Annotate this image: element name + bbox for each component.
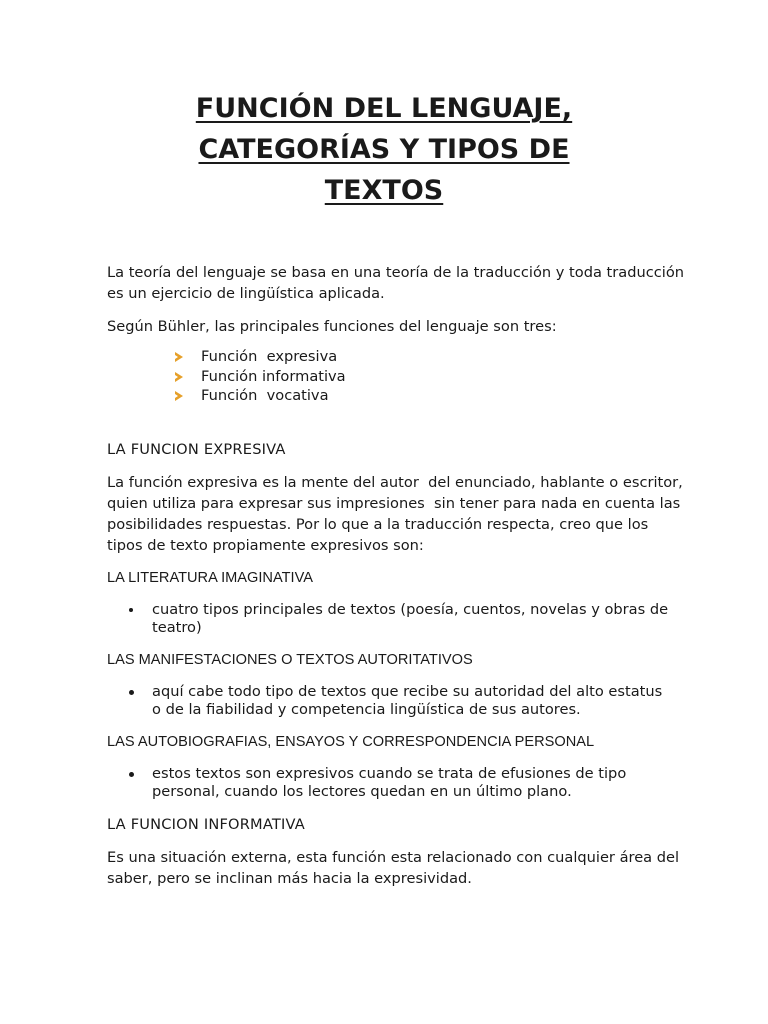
function-label: Función informativa — [201, 367, 346, 385]
title-line-1: FUNCIÓN DEL LENGUAJE, — [195, 93, 573, 124]
section-heading-informativa: LA FUNCION INFORMATIVA — [107, 815, 305, 833]
section-heading-expresiva: LA FUNCION EXPRESIVA — [107, 440, 286, 458]
informativa-paragraph: Es una situación externa, esta función esta relacionado con cualquier área del saber, pero se inclinan más hacia la expresividad. — [107, 848, 680, 887]
literatura-list — [107, 601, 669, 638]
autobiografias-list — [107, 765, 669, 802]
subsection-heading-autobiografias: LAS AUTOBIOGRAFIAS, ENSAYOS Y CORRESPONDENCIA PERSONAL — [107, 733, 595, 750]
arrow-bullet-icon — [175, 372, 183, 382]
list-item-text: estos textos son expresivos cuando se trata de efusiones de tipo personal, cuando los lectores quedan en un último plano. — [152, 764, 627, 800]
list-item — [175, 347, 687, 367]
arrow-bullet-icon — [175, 391, 183, 401]
list-item — [175, 386, 687, 406]
list-item-text: cuatro tipos principales de textos (poesía, cuentos, novelas y obras de teatro) — [152, 600, 669, 636]
subsection-heading-literatura: LA LITERATURA IMAGINATIVA — [107, 569, 313, 586]
buhler-paragraph: Según Bühler, las principales funciones del lenguaje son tres: — [107, 318, 557, 335]
title-line-3: TEXTOS — [324, 175, 444, 206]
document-body — [107, 262, 687, 889]
autoritativos-list — [107, 683, 669, 720]
functions-list — [107, 347, 687, 406]
expresiva-paragraph: La función expresiva es la mente del autor del enunciado, hablante o escritor, quien utiliza para expresar sus impresiones sin tener para nada en cuenta las posibilidades respuestas. Por lo que a la traducción respecta, creo que los tipos de texto propiamente expresivos son: — [107, 473, 688, 554]
subsection-heading-autoritativos: LAS MANIFESTACIONES O TEXTOS AUTORITATIVOS — [107, 651, 473, 668]
list-item — [129, 601, 669, 638]
document-title — [100, 88, 668, 211]
list-item — [129, 765, 669, 802]
arrow-bullet-icon — [175, 352, 183, 362]
function-label: Función expresiva — [201, 348, 338, 365]
title-line-2: CATEGORÍAS Y TIPOS DE — [198, 134, 570, 165]
bullet-dot-icon — [129, 608, 133, 612]
list-item — [129, 683, 669, 720]
function-label: Función vocativa — [201, 387, 329, 404]
bullet-dot-icon — [129, 690, 134, 695]
bullet-dot-icon — [129, 772, 134, 777]
intro-paragraph: La teoría del lenguaje se basa en una teoría de la traducción y toda traducción es un ejercicio de lingüística aplicada. — [107, 264, 684, 302]
list-item-text: aquí cabe todo tipo de textos que recibe su autoridad del alto estatus o de la fiabilidad y competencia lingüística de sus autores. — [152, 682, 663, 718]
list-item — [175, 367, 687, 387]
